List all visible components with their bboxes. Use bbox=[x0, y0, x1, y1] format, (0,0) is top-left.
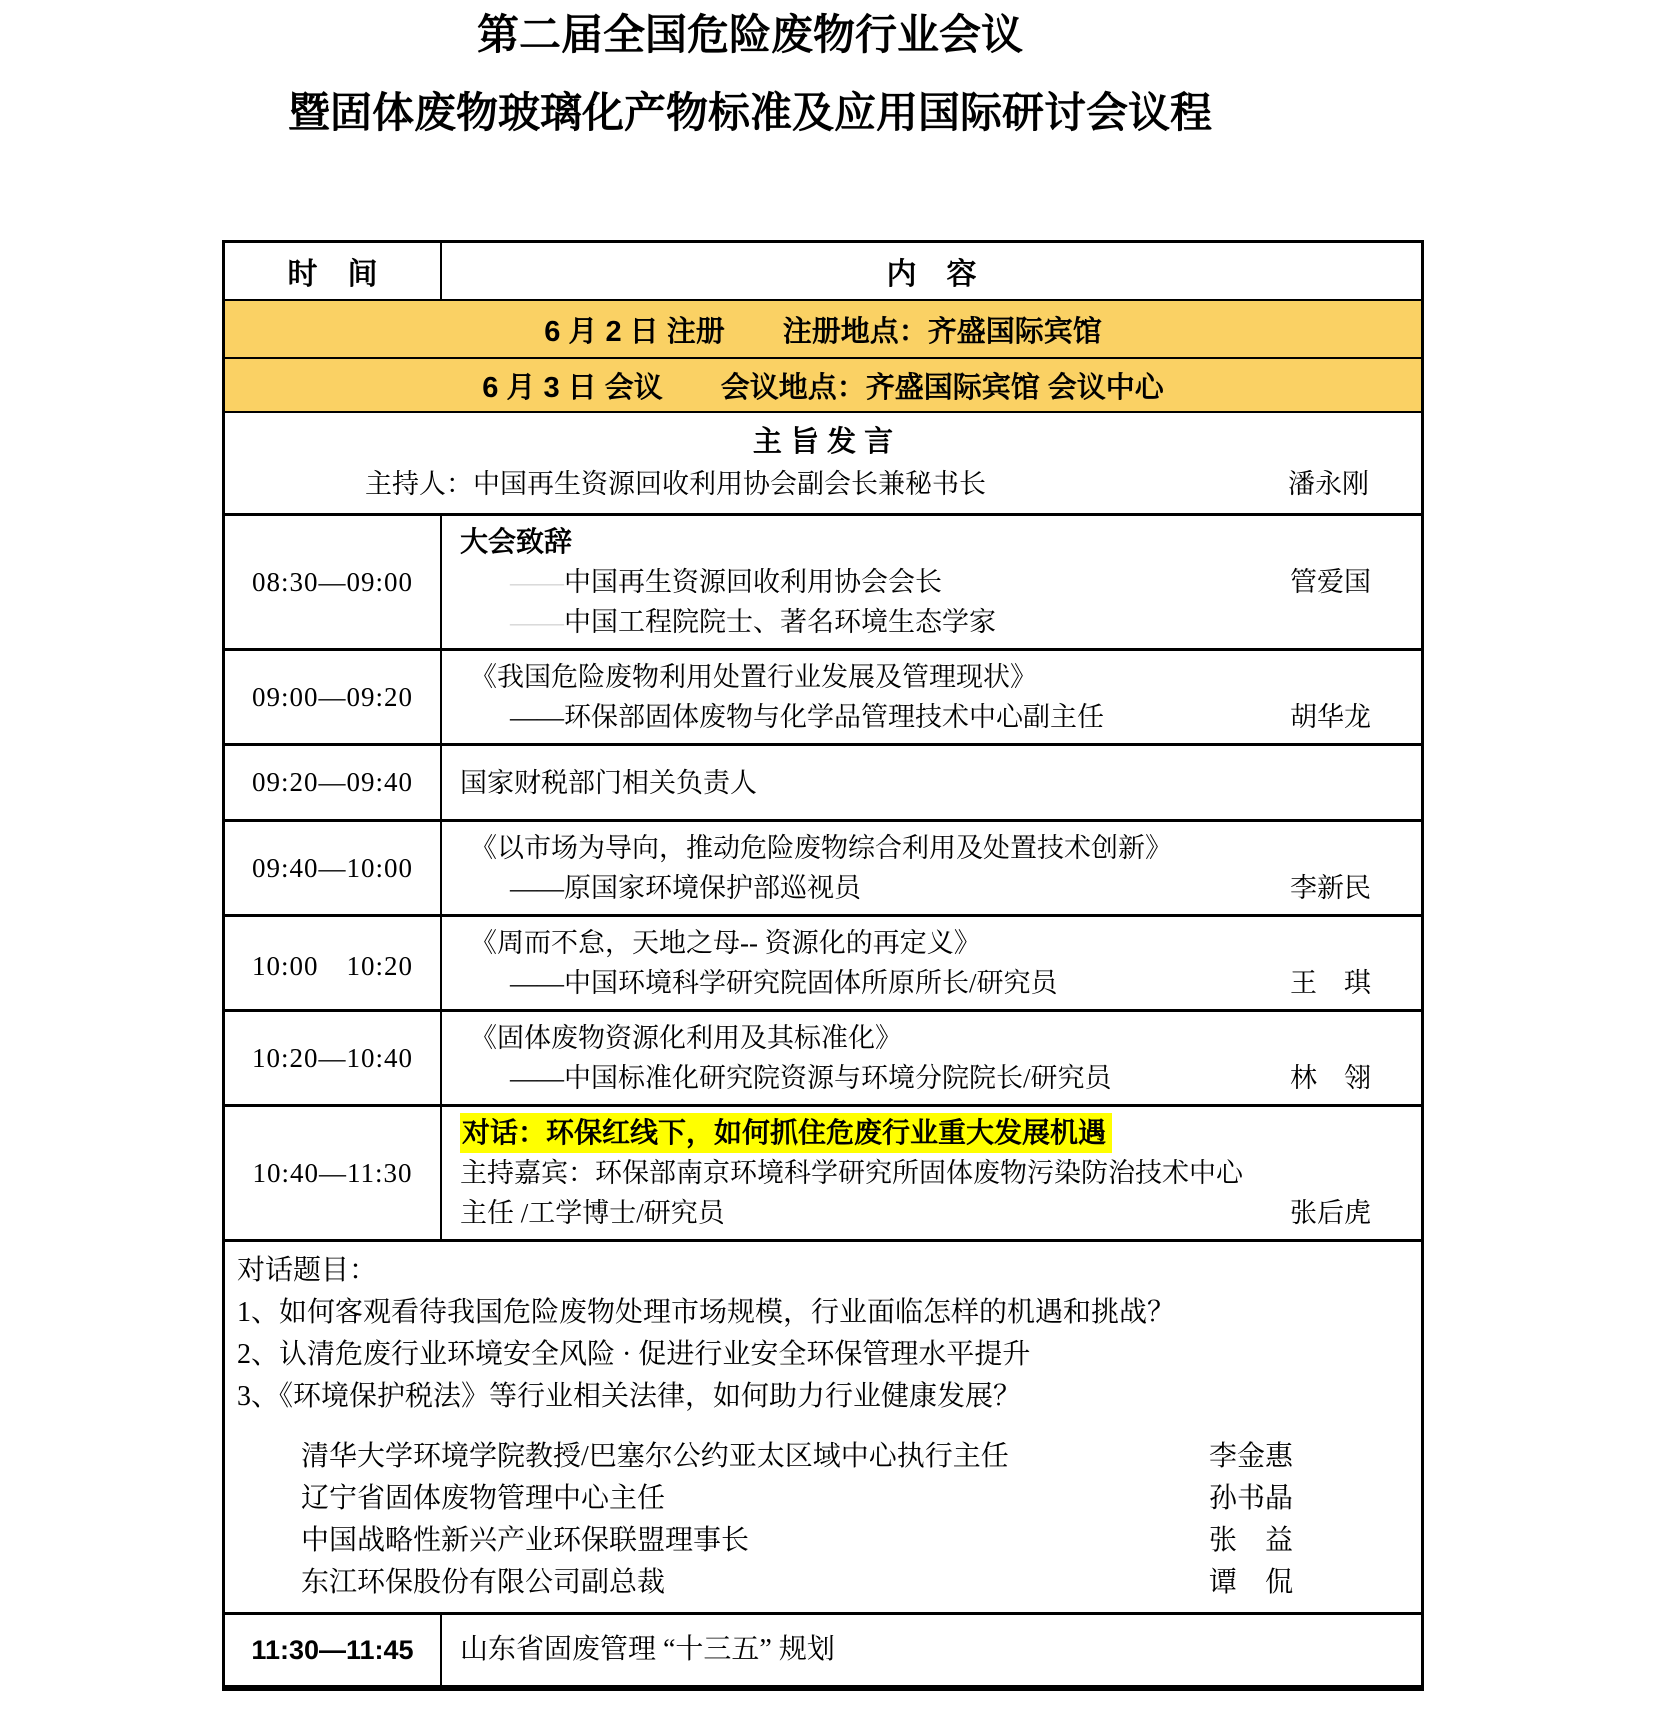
dialogue-title-line bbox=[442, 1113, 1421, 1153]
keynote-host-line bbox=[225, 463, 1421, 505]
speaker-name: 胡华龙 bbox=[1290, 702, 1371, 732]
session-title: 国家财税部门相关负责人 bbox=[460, 767, 757, 798]
speaker-name: 王 琪 bbox=[1290, 968, 1371, 998]
header-row bbox=[225, 243, 1421, 301]
page-title: 第二届全国危险废物行业会议 bbox=[476, 11, 1023, 58]
guest-list bbox=[237, 1436, 1421, 1604]
dialogue-host-line2: 主任 /工学博士/研究员 张后虎 bbox=[442, 1193, 1421, 1233]
agenda-row-1000 bbox=[225, 917, 1421, 1012]
faint-dash: —— bbox=[510, 607, 564, 637]
session-title: 山东省固废管理 “十三五” 规划 bbox=[460, 1634, 835, 1665]
document-header bbox=[0, 10, 1500, 138]
speaker-line: ——原国家环境保护部巡视员 李新民 bbox=[442, 868, 1421, 908]
page-subtitle: 暨固体废物玻璃化产物标准及应用国际研讨会议程 bbox=[287, 89, 1212, 136]
speaker-name: 李新民 bbox=[1290, 873, 1371, 903]
content-cell bbox=[442, 917, 1421, 1009]
content-cell bbox=[442, 1012, 1421, 1104]
content-cell bbox=[442, 746, 1421, 819]
speaker-name: 林 翎 bbox=[1290, 1063, 1371, 1093]
time-cell: 10:40—11:30 bbox=[225, 1107, 442, 1239]
keynote-host-name: 潘永刚 bbox=[1288, 469, 1369, 499]
agenda-row-1020 bbox=[225, 1012, 1421, 1107]
time-cell: 10:00 10:20 bbox=[225, 917, 442, 1009]
content-cell bbox=[442, 1107, 1421, 1239]
dialogue-highlight: 对话：环保红线下，如何抓住危废行业重大发展机遇 bbox=[460, 1113, 1112, 1153]
guest-line bbox=[237, 1436, 1421, 1478]
guest-line bbox=[237, 1562, 1421, 1604]
guest-name: 李金惠 bbox=[1208, 1441, 1293, 1472]
time-cell: 09:00—09:20 bbox=[225, 651, 442, 743]
content-cell bbox=[442, 651, 1421, 743]
speaker-line: —— 中国工程院院士、著名环境生态学家 bbox=[442, 602, 1421, 642]
keynote-title: 主 旨 发 言 bbox=[752, 426, 894, 458]
agenda-table bbox=[222, 240, 1424, 1691]
discussion-section bbox=[225, 1242, 1421, 1615]
speaker-line: ——环保部固体废物与化学品管理技术中心副主任 胡华龙 bbox=[442, 697, 1421, 737]
content-cell bbox=[442, 516, 1421, 648]
time-column-header: 时 间 bbox=[225, 243, 442, 299]
speaker-name: 张后虎 bbox=[1290, 1198, 1371, 1228]
speaker-name: 管爱国 bbox=[1290, 567, 1371, 597]
speaker-line: —— 中国再生资源回收利用协会会长 管爱国 bbox=[442, 562, 1421, 602]
discussion-topics-label: 对话题目： bbox=[237, 1255, 378, 1286]
guest-line bbox=[237, 1520, 1421, 1562]
time-cell: 11:30—11:45 bbox=[225, 1615, 442, 1685]
session-title: 《我国危险废物利用处置行业发展及管理现状》 bbox=[470, 662, 1037, 692]
agenda-row-1130 bbox=[225, 1615, 1421, 1685]
guest-role: 东江环保股份有限公司副总裁 bbox=[301, 1567, 666, 1598]
keynote-host-label: 主持人：中国再生资源回收利用协会副会长兼秘书长 bbox=[365, 469, 986, 499]
agenda-row-0900 bbox=[225, 651, 1421, 746]
banner-row-conference: 6 月 3 日 会议 会议地点：齐盛国际宾馆 会议中心 bbox=[225, 359, 1421, 413]
session-title: 《以市场为导向，推动危险废物综合利用及处置技术创新》 bbox=[470, 833, 1172, 863]
agenda-row-1040 bbox=[225, 1107, 1421, 1242]
time-cell: 10:20—10:40 bbox=[225, 1012, 442, 1104]
discussion-topic-item: 1、如何客观看待我国危险废物处理市场规模，行业面临怎样的机遇和挑战？ bbox=[237, 1297, 1176, 1328]
time-cell: 08:30—09:00 bbox=[225, 516, 442, 648]
content-cell bbox=[442, 1615, 1421, 1685]
speaker-line: ——中国标准化研究院资源与环境分院院长/研究员 林 翎 bbox=[442, 1058, 1421, 1098]
session-title: 《固体废物资源化利用及其标准化》 bbox=[470, 1023, 902, 1053]
guest-name: 孙书晶 bbox=[1208, 1483, 1293, 1514]
guest-name: 谭 侃 bbox=[1208, 1567, 1293, 1598]
discussion-topic-item: 3、《环境保护税法》等行业相关法律，如何助力行业健康发展？ bbox=[237, 1381, 1022, 1412]
agenda-row-0830 bbox=[225, 516, 1421, 651]
agenda-row-0940 bbox=[225, 822, 1421, 917]
dialogue-host-line: 主持嘉宾：环保部南京环境科学研究所固体废物污染防治技术中心 bbox=[460, 1158, 1243, 1188]
speaker-line: ——中国环境科学研究院固体所原所长/研究员 王 琪 bbox=[442, 963, 1421, 1003]
keynote-section bbox=[225, 413, 1421, 516]
banner-row-registration: 6 月 2 日 注册 注册地点：齐盛国际宾馆 bbox=[225, 301, 1421, 359]
agenda-row-0920 bbox=[225, 746, 1421, 822]
guest-line bbox=[237, 1478, 1421, 1520]
time-cell: 09:40—10:00 bbox=[225, 822, 442, 914]
session-title: 大会致辞 bbox=[460, 526, 573, 557]
faint-dash: —— bbox=[510, 567, 564, 597]
guest-role: 中国战略性新兴产业环保联盟理事长 bbox=[301, 1525, 750, 1556]
time-cell: 09:20—09:40 bbox=[225, 746, 442, 819]
discussion-topic-item: 2、认清危废行业环境安全风险 · 促进行业安全环保管理水平提升 bbox=[237, 1339, 1031, 1370]
guest-role: 辽宁省固体废物管理中心主任 bbox=[301, 1483, 666, 1514]
guest-name: 张 益 bbox=[1208, 1525, 1293, 1556]
content-column-header: 内 容 bbox=[886, 258, 977, 291]
session-title: 《周而不怠，天地之母-- 资源化的再定义》 bbox=[470, 928, 981, 958]
guest-role: 清华大学环境学院教授/巴塞尔公约亚太区域中心执行主任 bbox=[301, 1441, 1009, 1472]
content-cell bbox=[442, 822, 1421, 914]
